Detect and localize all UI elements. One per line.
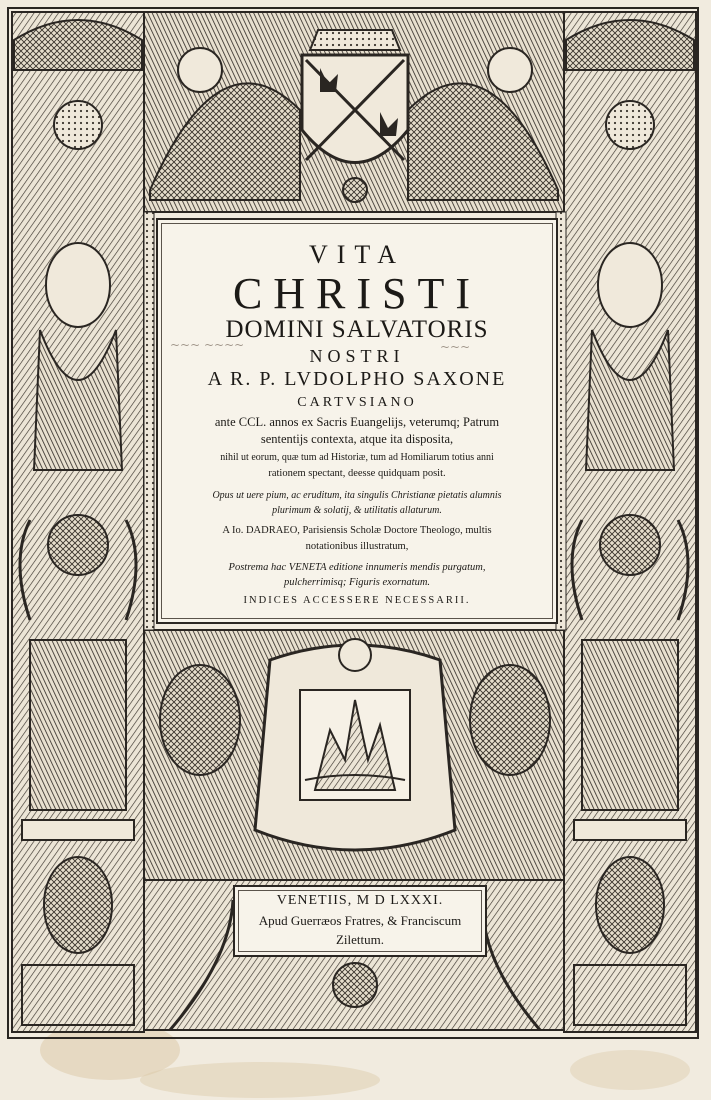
left-column — [12, 12, 144, 1032]
description-line: sententijs contexta, atque ita disposita, — [260, 432, 454, 446]
editor-line: A Io. DADRAEO, Parisiensis Scholæ Doctore Theologo, multis — [222, 525, 492, 536]
imprint-printer: Apud Guerræos Fratres, & Franciscum — [258, 913, 462, 928]
editor-line: notationibus illustratum, — [305, 541, 409, 552]
imprint-cartouche — [233, 885, 487, 957]
description-line: rationem spectant, deesse quidquam posit. — [268, 468, 446, 479]
author-order: CARTVSIANO — [297, 395, 417, 410]
edition-line: Postrema hac VENETA editione innumeris mendis purgatum, — [228, 562, 486, 573]
stain — [570, 1050, 690, 1090]
indices-line: INDICES ACCESSERE NECESSARII. — [243, 595, 471, 606]
stain — [140, 1062, 380, 1098]
author-line: A R. P. LVDOLPHO SAXONE — [207, 368, 507, 390]
handwritten-inscription: ~~~ ~~~~ — [170, 338, 245, 352]
opus-line: plurimum & solatij, & utilitatis allaturum. — [272, 505, 442, 516]
title-domini-salvatoris: DOMINI SALVATORIS — [225, 316, 489, 343]
title-christi: CHRISTI — [232, 269, 482, 318]
right-column — [564, 12, 696, 1032]
imprint-printer-2: Zilettum. — [335, 932, 385, 947]
edition-line: pulcherrimisq; Figuris exornatum. — [283, 577, 431, 588]
top-frieze — [144, 12, 564, 212]
description-line: nihil ut eorum, quæ tum ad Historiæ, tum ad Homiliarum totius anni — [220, 452, 494, 463]
description-line: ante CCL. annos ex Sacris Euangelijs, veterumq; Patrum — [214, 415, 500, 429]
title-cartouche — [156, 218, 558, 624]
imprint-place-date: VENETIIS, M D LXXXI. — [276, 893, 444, 908]
title-vita: VITA — [308, 240, 405, 269]
handwritten-inscription: ~~~ — [440, 340, 471, 354]
bottom-frieze — [144, 630, 564, 1030]
opus-line: Opus ut uere pium, ac eruditum, ita singulis Christianæ pietatis alumnis — [212, 490, 502, 501]
title-nostri: NOSTRI — [309, 346, 405, 366]
